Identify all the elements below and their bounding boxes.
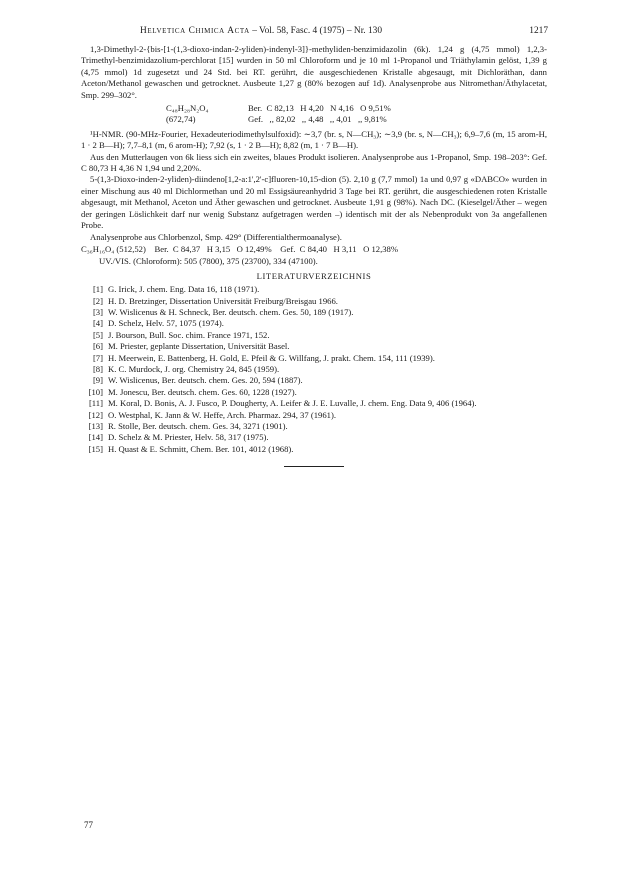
reference-number: [15] — [88, 443, 103, 454]
reference-item — [81, 375, 547, 386]
reference-number: [10] — [88, 386, 103, 397]
reference-number: [3] — [92, 306, 103, 317]
reference-number: [1] — [92, 284, 103, 295]
formula-6k: C₄₈H₂₈N₂O₄ — [166, 103, 209, 114]
reference-item — [81, 432, 547, 443]
reference-number: [4] — [92, 318, 103, 329]
reference-item — [81, 398, 547, 409]
reference-number: [8] — [92, 363, 103, 374]
footer-page-number: 77 — [84, 820, 93, 830]
reference-text: D. Schelz, Helv. 57, 1075 (1974). — [108, 318, 224, 329]
reference-text: K. C. Murdock, J. org. Chemistry 24, 845 (1959). — [108, 363, 280, 374]
reference-text: O. Westphal, K. Jann & W. Heffe, Arch. Pharmaz. 294, 37 (1961). — [108, 409, 336, 420]
elemental-analysis-5: C₃₆H₁₆O₄ (512,52) Ber. C 84,37 H 3,15 O 12,49% Gef. C 84,40 H 3,11 O 12,38% — [81, 243, 399, 254]
reference-number: [12] — [88, 409, 103, 420]
reference-number: [13] — [88, 421, 103, 431]
header-page-number: 1217 — [529, 26, 548, 36]
reference-text: M. Priester, geplante Dissertation, Universität Basel. — [108, 341, 290, 352]
reference-item — [81, 341, 547, 352]
paragraph-6k-synthesis: 1,3-Dimethyl-2-{bis-[1-(1,3-dioxo-indan-2-yliden)-indenyl-3]}-methyliden-benzimidazolin (6k). 1,24 g (4,75 mmol) 1,2,3-Trimethyl-benzimidazolium-perchlorat [15] wurden in 50 ml Chloroform und je 10 ml 1-Propanol und Triäthylamin gelöst, 1,39 g (4,75 mmol) 1d zugesetzt und 24 Std. bei RT. gerührt, die ausgeschiedenen Kristalle abgesaugt, mit Dichloräthan, dann Aceton/Methanol gewaschen und getrocknet. Ausbeute 1,27 g (80% bezogen auf 1d). Analysenprobe aus Nitromethan/Äthylacetat, Smp. 299–302°. — [81, 44, 547, 100]
paragraph-mother-liquor: Aus den Mutterlaugen von 6k liess sich ein zweites, blaues Produkt isolieren. Analysenprobe aus 1-Propanol, Smp. 198–203°: Gef. C 80,73 H 4,36 N 1,94 und 2,20%. — [81, 151, 547, 174]
reference-item — [81, 364, 547, 375]
reference-item — [81, 387, 547, 398]
reference-item — [81, 410, 547, 421]
journal-name: Helvetica Chimica Acta — [140, 26, 250, 36]
running-header — [140, 26, 548, 36]
elemental-analysis-6k — [166, 103, 466, 126]
literature-heading: LITERATURVERZEICHNIS — [256, 270, 372, 281]
issue-details: – Vol. 58, Fasc. 4 (1975) – Nr. 130 — [249, 26, 383, 36]
reference-number: [5] — [92, 329, 103, 340]
reference-number: [6] — [92, 341, 103, 352]
reference-list — [81, 284, 547, 455]
reference-text: J. Bourson, Bull. Soc. chim. France 1971, 152. — [108, 329, 270, 340]
reference-text: W. Wislicenus & H. Schneck, Ber. deutsch. chem. Ges. 50, 189 (1917). — [108, 306, 354, 317]
reference-item — [81, 284, 547, 295]
reference-item — [81, 307, 547, 318]
found-values-6k: Gef. ,, 82,02 ,, 4,48 ,, 4,01 ,, 9,81% — [248, 114, 387, 125]
uv-vis-data: UV./VIS. (Chloroform): 505 (7800), 375 (23700), 334 (47100). — [99, 256, 318, 267]
reference-text: R. Stolle, Ber. deutsch. chem. Ges. 34, 3271 (1901). — [108, 421, 288, 431]
reference-number: [2] — [92, 295, 103, 306]
reference-item — [81, 421, 547, 432]
reference-item — [81, 444, 547, 455]
reference-text: M. Koral, D. Bonis, A. J. Fusco, P. Dougherty, A. Leifer & J. E. Luvalle, J. chem. Eng. Data 9, 406 (1964). — [108, 398, 477, 409]
paragraph-nmr: ¹H-NMR. (90-MHz-Fourier, Hexadeuteriodimethylsulfoxid): ∼3,7 (br. s, N—CH₃); ∼3,9 (br. s, N—CH₃); 6,9–7,6 (m, 15 arom-H, 1 · 2 B—H); 7,7–8,1 (m, 6 arom-H); 7,92 (s, 1 · 2 B—H); 8,82 (m, 1 · 7 B—H). — [81, 128, 547, 151]
reference-item — [81, 318, 547, 329]
reference-item — [81, 330, 547, 341]
reference-text: H. D. Bretzinger, Dissertation Universität Freiburg/Breisgau 1966. — [108, 295, 338, 306]
reference-number: [9] — [92, 375, 103, 386]
reference-text: M. Jonescu, Ber. deutsch. chem. Ges. 60, 1228 (1927). — [108, 386, 297, 397]
reference-text: W. Wislicenus, Ber. deutsch. chem. Ges. 20, 594 (1887). — [108, 375, 303, 386]
reference-text: G. Irick, J. chem. Eng. Data 16, 118 (1971). — [108, 284, 260, 295]
reference-item — [81, 296, 547, 307]
reference-number: [7] — [92, 352, 103, 363]
reference-number: [11] — [88, 398, 103, 409]
reference-text: H. Meerwein, E. Battenberg, H. Gold, E. Pfeil & G. Willfang, J. prakt. Chem. 154, 111 (1939). — [108, 352, 435, 363]
molar-mass-6k: (672,74) — [166, 114, 196, 125]
reference-number: [14] — [88, 432, 103, 443]
reference-text: H. Quast & E. Schmitt, Chem. Ber. 101, 4012 (1968). — [108, 443, 294, 454]
article-body — [81, 44, 547, 467]
paragraph-compound-5: 5-(1,3-Dioxo-inden-2-yliden)-diindeno[1,2-a:1',2'-c]fluoren-10,15-dion (5). 2,10 g (7,7 mmol) 1a und 0,97 g «DABCO» wurden in einer Mischung aus 40 ml Dichlormethan und 20 ml Essigsäureanhydrid 3 Tage bei RT. gerührt, die ausgeschiedenen roten Kristalle abgesaugt, mit Methanol, Aceton und Äther gewaschen und getrocknet. Ausbeute 1,91 g (98%). Nach DC. (Kieselgel/Äther – wegen der geringen Löslichkeit darf nur wenig Substanz aufgetragen werden –) identisch mit der als Nebenprodukt von 3a angefallenen Probe. — [81, 174, 547, 231]
paragraph-analysis-sample: Analysenprobe aus Chlorbenzol, Smp. 429° (Differentialthermoanalyse). — [90, 231, 342, 242]
reference-item — [81, 353, 547, 364]
end-rule — [284, 466, 344, 467]
calculated-values-6k: Ber. C 82,13 H 4,20 N 4,16 O 9,51% — [248, 103, 391, 114]
reference-text: D. Schelz & M. Priester, Helv. 58, 317 (1975). — [108, 432, 269, 443]
